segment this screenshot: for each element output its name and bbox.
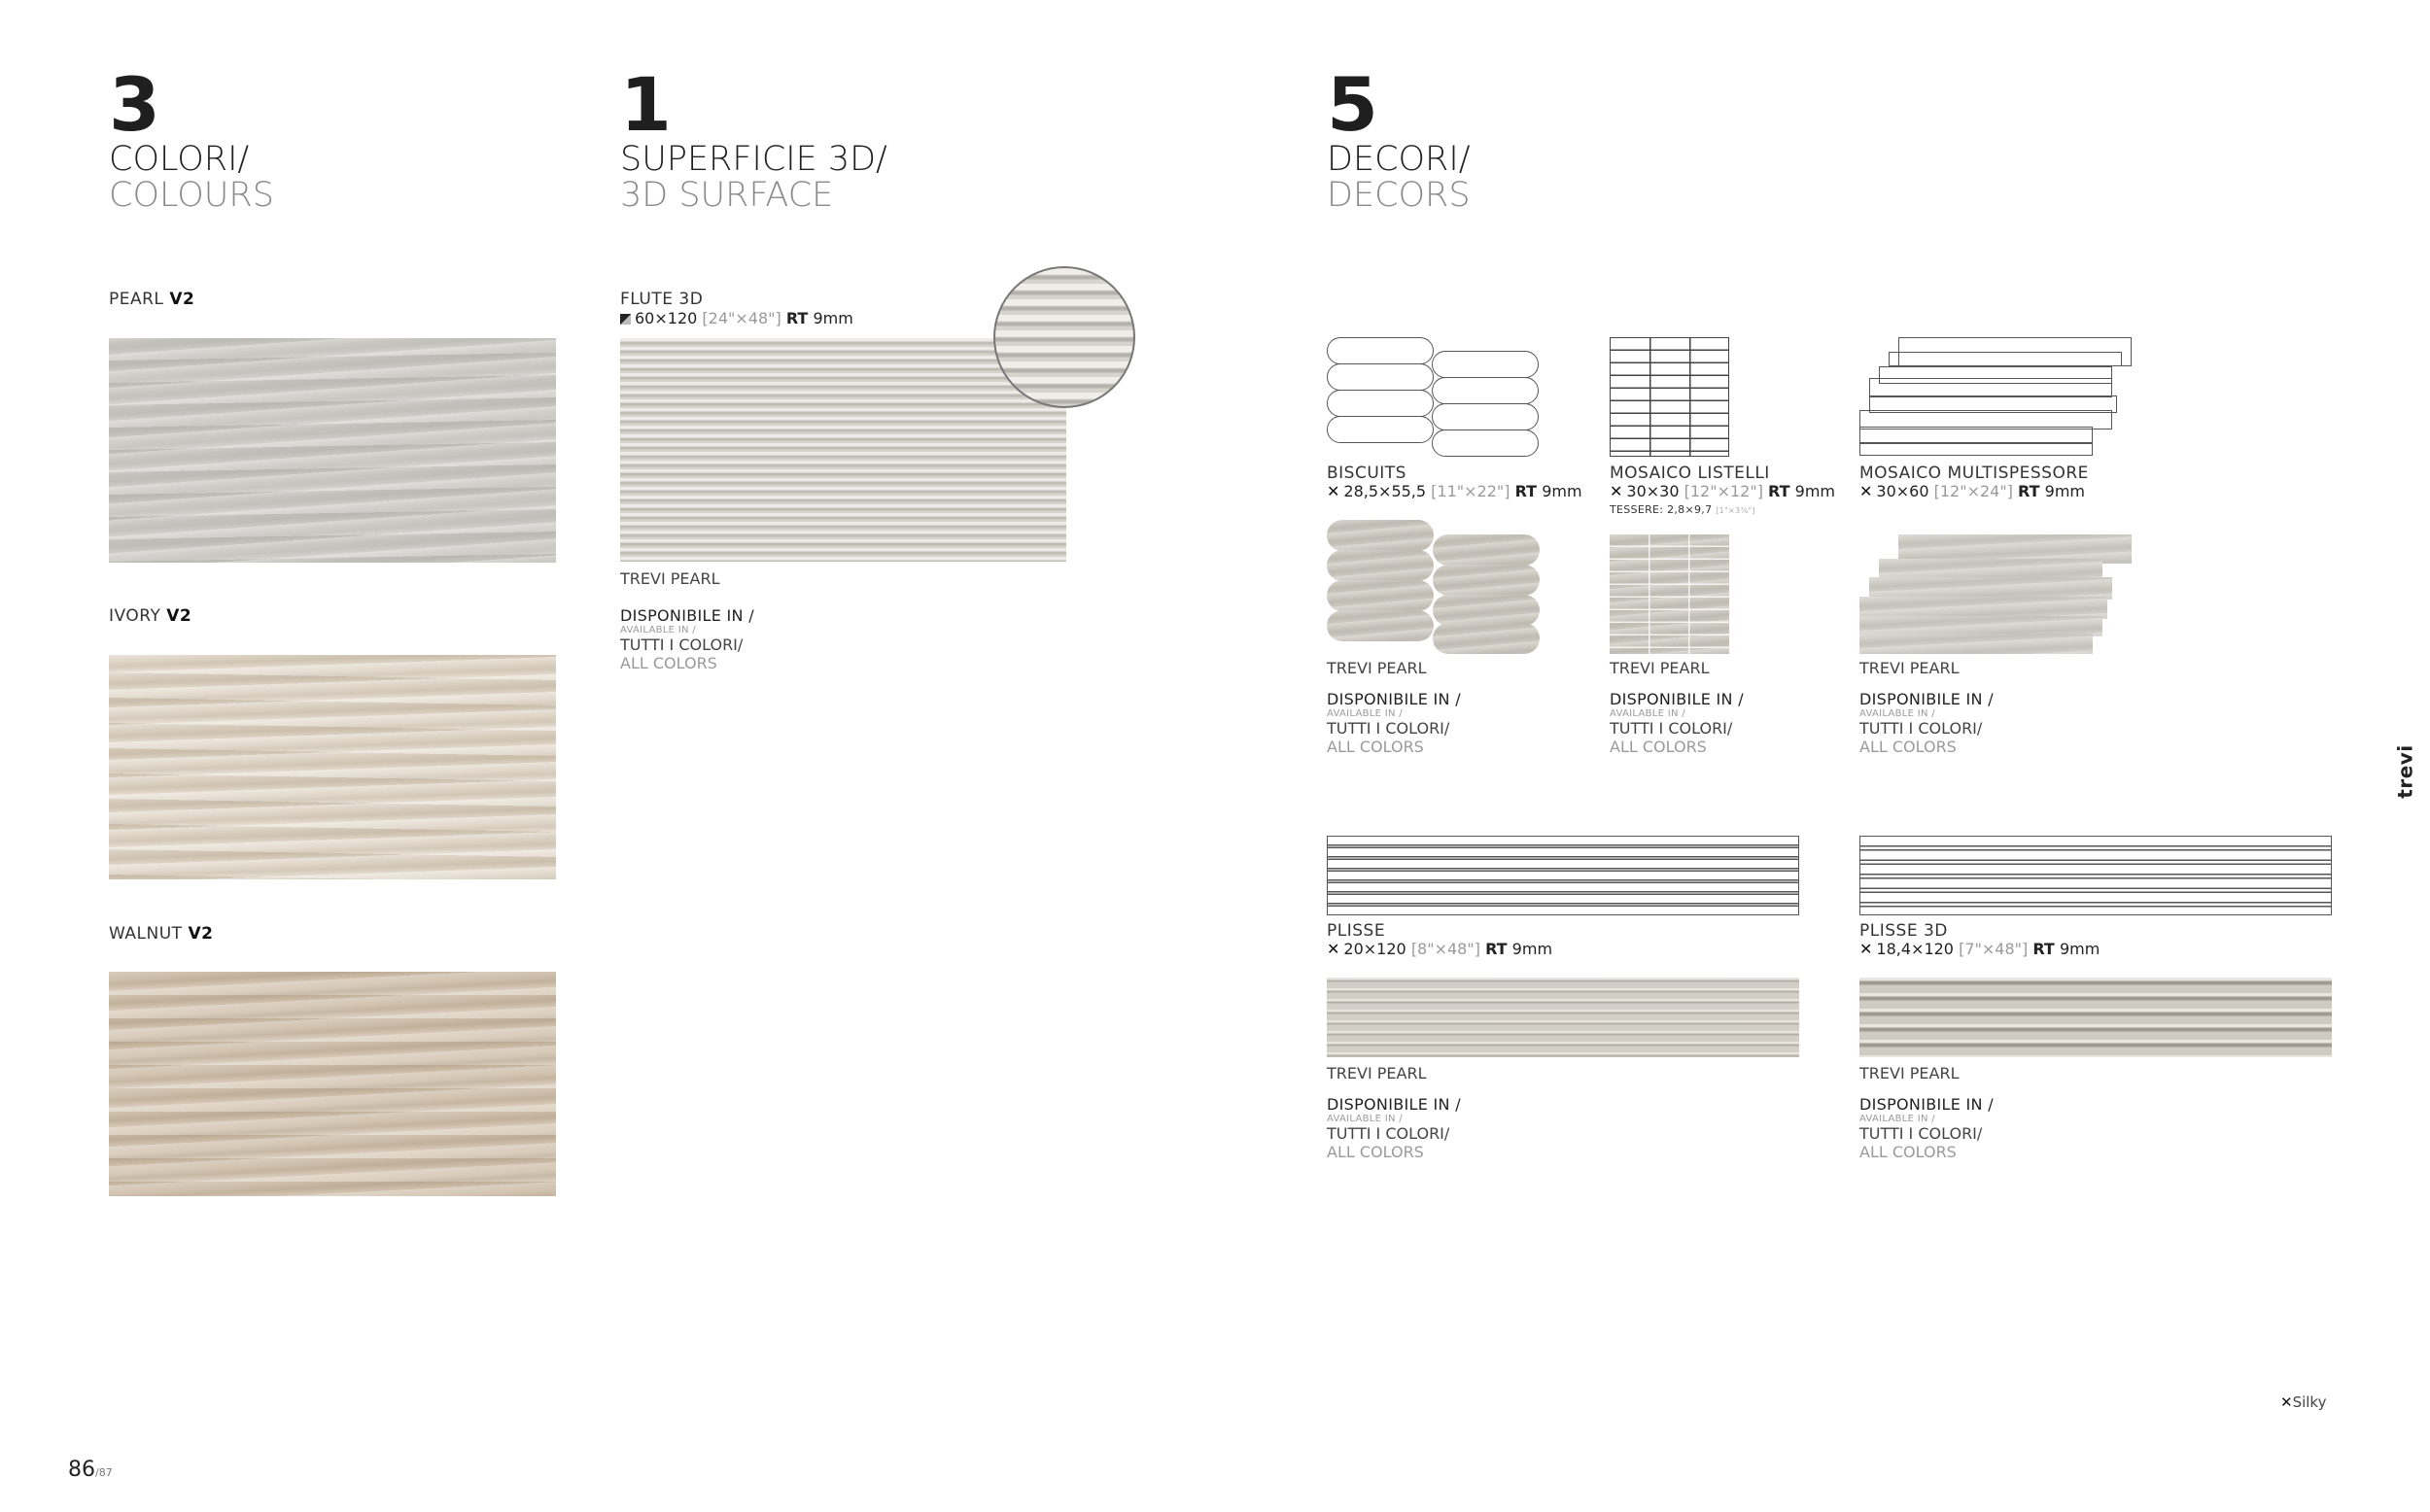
plisse3d-photo [1859, 978, 2332, 1057]
silky-icon: ✕ [1610, 482, 1623, 500]
colour-label-pearl [109, 290, 194, 309]
listelli-drawing [1610, 337, 1729, 457]
listelli-photo [1610, 534, 1729, 654]
available-all-it: TUTTI I COLORI/ [1859, 719, 1983, 738]
multispessore-size-inch: [12"×24"] [1933, 482, 2013, 500]
flute-thickness: 9mm [813, 309, 853, 327]
multispessore-thickness: 9mm [2044, 482, 2086, 500]
silky-icon: ✕ [1859, 482, 1873, 500]
flute-spec [620, 309, 853, 327]
swatch-walnut [109, 972, 556, 1196]
flute-swatch [620, 338, 1066, 562]
biscuits-drawing [1327, 337, 1541, 459]
surface-title-en: 3D SURFACE [620, 175, 834, 215]
biscuits-thickness: 9mm [1542, 482, 1582, 500]
plisse3d-colour: TREVI PEARL [1859, 1064, 1960, 1082]
multispessore-drawing [1859, 337, 2132, 459]
plisse-size-inch: [8"×48"] [1410, 940, 1480, 958]
available-all-en: ALL COLORS [1859, 738, 1957, 756]
available-all-it: TUTTI I COLORI/ [1859, 1124, 1983, 1143]
plisse3d-size-inch: [7"×48"] [1959, 940, 2029, 958]
colour-version: V2 [166, 606, 192, 626]
decors-count: 5 [1327, 61, 1376, 148]
multispessore-size: 30×60 [1876, 482, 1929, 500]
biscuits-finish: RT [1514, 482, 1538, 500]
plisse-colour: TREVI PEARL [1327, 1064, 1427, 1082]
available-all-en: ALL COLORS [1327, 738, 1424, 756]
colour-label-ivory [109, 606, 191, 626]
plisse3d-thickness: 9mm [2059, 940, 2100, 958]
silky-icon: ✕ [2280, 1393, 2293, 1411]
plisse3d-finish: RT [2032, 940, 2055, 958]
plisse3d-availability [1859, 1095, 1994, 1161]
multispessore-spec [1859, 482, 2085, 500]
listelli-spec [1610, 482, 1835, 500]
colour-name: WALNUT [109, 924, 183, 944]
flute-availability [620, 606, 754, 672]
multispessore-colour: TREVI PEARL [1859, 659, 1960, 677]
listelli-colour: TREVI PEARL [1610, 659, 1710, 677]
biscuits-size: 28,5×55,5 [1343, 482, 1427, 500]
available-all-it: TUTTI I COLORI/ [1327, 719, 1450, 738]
available-it: DISPONIBILE IN / [1327, 1095, 1461, 1114]
colour-version: V2 [169, 290, 195, 309]
listelli-name: MOSAICO LISTELLI [1610, 464, 1770, 483]
multispessore-name: MOSAICO MULTISPESSORE [1859, 464, 2089, 483]
available-it: DISPONIBILE IN / [620, 606, 754, 625]
decors-title-en: DECORS [1327, 175, 1471, 215]
available-en: AVAILABLE IN / [620, 625, 696, 636]
silky-icon: ✕ [1859, 940, 1873, 958]
available-all-it: TUTTI I COLORI/ [620, 636, 744, 654]
colour-name: PEARL [109, 290, 164, 309]
available-all-en: ALL COLORS [1610, 738, 1707, 756]
available-en: AVAILABLE IN / [1327, 708, 1403, 719]
available-en: AVAILABLE IN / [1859, 708, 1935, 719]
plisse3d-name: PLISSE 3D [1859, 921, 1948, 941]
biscuits-colour: TREVI PEARL [1327, 659, 1427, 677]
surface-count: 1 [620, 61, 670, 148]
biscuits-size-inch: [11"×22"] [1431, 482, 1510, 500]
available-it: DISPONIBILE IN / [1610, 690, 1744, 708]
available-it: DISPONIBILE IN / [1859, 690, 1994, 708]
page-number [68, 1458, 113, 1482]
multispessore-finish: RT [2018, 482, 2040, 500]
listelli-size: 30×30 [1626, 482, 1680, 500]
colour-version: V2 [188, 924, 214, 944]
flute-size-inch: [24"×48"] [702, 309, 781, 327]
swatch-ivory [109, 655, 556, 879]
listelli-tessere-inch: [1"×3⅞"] [1716, 506, 1755, 515]
finish-legend [2280, 1393, 2326, 1411]
page-next: /87 [95, 1466, 113, 1479]
colour-name: IVORY [109, 606, 161, 626]
available-all-en: ALL COLORS [620, 654, 717, 672]
silky-icon: ✕ [1327, 940, 1340, 958]
swatch-pearl [109, 338, 556, 563]
available-it: DISPONIBILE IN / [1859, 1095, 1994, 1114]
biscuits-spec [1327, 482, 1582, 500]
plisse3d-size: 18,4×120 [1876, 940, 1954, 958]
decors-header [1327, 61, 1471, 215]
multispessore-availability [1859, 690, 1994, 756]
surface-title-it: SUPERFICIE 3D/ [620, 140, 887, 179]
plisse3d-spec [1859, 940, 2100, 958]
tile-icon [620, 314, 631, 325]
plisse3d-drawing [1859, 836, 2332, 915]
legend-label: Silky [2292, 1393, 2327, 1411]
plisse-size: 20×120 [1343, 940, 1406, 958]
biscuits-photo [1327, 520, 1541, 654]
flute-name: FLUTE 3D [620, 290, 704, 309]
plisse-thickness: 9mm [1511, 940, 1553, 958]
available-all-it: TUTTI I COLORI/ [1610, 719, 1733, 738]
plisse-photo [1327, 978, 1799, 1057]
colours-header [109, 61, 274, 215]
plisse-drawing [1327, 836, 1799, 915]
biscuits-name: BISCUITS [1327, 464, 1406, 483]
available-all-en: ALL COLORS [1859, 1143, 1957, 1161]
page-current: 86 [68, 1458, 95, 1482]
flute-finish: RT [785, 309, 809, 327]
colours-title-en: COLOURS [109, 175, 274, 215]
listelli-tessere [1610, 503, 1755, 516]
listelli-size-inch: [12"×12"] [1684, 482, 1763, 500]
flute-size: 60×120 [635, 309, 698, 327]
plisse-availability [1327, 1095, 1461, 1161]
available-all-it: TUTTI I COLORI/ [1327, 1124, 1450, 1143]
multispessore-photo [1859, 534, 2132, 654]
plisse-name: PLISSE [1327, 921, 1386, 941]
listelli-tessere-size: TESSERE: 2,8×9,7 [1610, 503, 1713, 516]
colours-title-it: COLORI/ [109, 140, 250, 179]
plisse-finish: RT [1485, 940, 1508, 958]
decors-title-it: DECORI/ [1327, 140, 1471, 179]
flute-detail-zoom [993, 266, 1135, 408]
biscuits-availability [1327, 690, 1461, 756]
available-en: AVAILABLE IN / [1327, 1114, 1403, 1124]
available-en: AVAILABLE IN / [1859, 1114, 1935, 1124]
listelli-finish: RT [1768, 482, 1790, 500]
brand-side-label: trevi [2393, 744, 2417, 799]
listelli-thickness: 9mm [1794, 482, 1836, 500]
available-en: AVAILABLE IN / [1610, 708, 1685, 719]
plisse-spec [1327, 940, 1552, 958]
available-all-en: ALL COLORS [1327, 1143, 1424, 1161]
silky-icon: ✕ [1327, 482, 1340, 500]
colours-count: 3 [109, 61, 158, 148]
flute-colour: TREVI PEARL [620, 569, 720, 588]
listelli-availability [1610, 690, 1744, 756]
colour-label-walnut [109, 924, 213, 944]
available-it: DISPONIBILE IN / [1327, 690, 1461, 708]
surface-header [620, 61, 887, 215]
